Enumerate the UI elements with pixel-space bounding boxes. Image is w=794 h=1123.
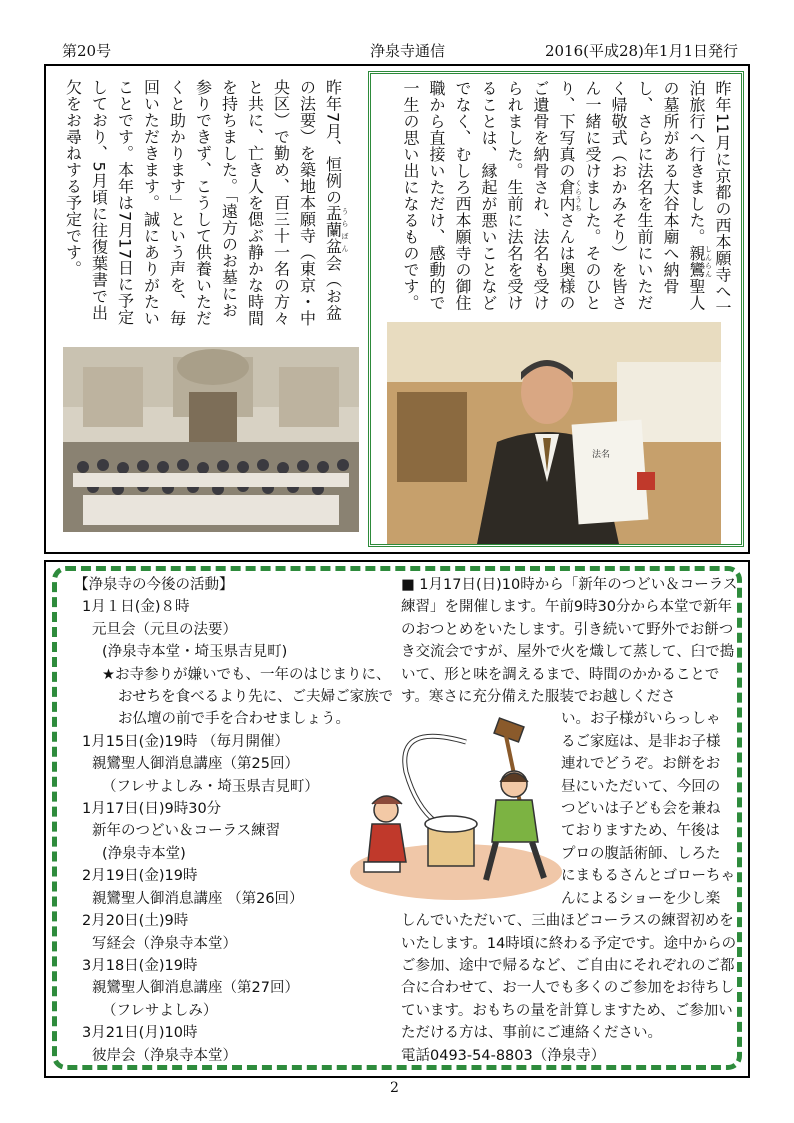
schedule-line: (浄泉寺本堂・埼玉県吉見町) <box>102 644 288 661</box>
schedule-line: 親鸞聖人御消息講座 （第26回） <box>92 890 304 907</box>
event-wrap-line: ておりますため、午後は <box>561 823 720 840</box>
schedule-line: 3月18日(金)19時 <box>82 957 198 974</box>
schedule-heading: 【浄泉寺の今後の活動】 <box>74 577 234 593</box>
urabon-ruby <box>323 205 349 255</box>
event-wrap-line: 昼にいただいて、今回の <box>561 778 721 795</box>
schedule-line: 1月１日(金)８時 <box>82 599 190 616</box>
schedule-line: 1月17日(日)9時30分 <box>82 801 222 818</box>
kyoto-text-a: 昨年11月に京都の西本願寺へ一泊旅行へ行きました。 <box>687 80 732 316</box>
event-wrap-line: んによるショーを少し楽 <box>561 890 721 907</box>
svg-text:法名: 法名 <box>592 450 611 460</box>
schedule-line: 親鸞聖人御消息講座（第27回） <box>92 980 299 997</box>
kyoto-article-text <box>397 80 735 320</box>
schedule-line: 1月15日(金)19時 （毎月開催） <box>82 733 290 750</box>
newsletter-title: 浄泉寺通信 <box>370 42 446 60</box>
schedule-line: 写経会（浄泉寺本堂） <box>92 935 237 952</box>
event-text-a: ■ 1月17日(日)10時から「新年のつどい＆コーラス練習」を開催します。午前9時30分から本堂で新年のおつとめをいたします。引き続いて野外でお餅つき交流会ですが、屋外で火を熾して蒸して、臼で搗いて、形と味を調えるまで、時間のかかることです。寒さに充分備えた服装でお越しくださ <box>401 577 738 706</box>
shinran-base: 親鸞 <box>687 245 706 278</box>
schedule-line: 元旦会（元旦の法要） <box>92 621 237 638</box>
mochitsuki-illustration <box>346 712 566 904</box>
urabon-base: 盂蘭盆 <box>323 205 343 255</box>
schedule-line: お仏壇の前で手を合わせましょう。 <box>118 711 350 728</box>
issue-number: 第20号 <box>62 42 112 60</box>
schedule-line: 新年のつどい＆コーラス練習 <box>92 823 281 840</box>
schedule-line: 3月21日(月)10時 <box>82 1025 198 1042</box>
kyoto-text-c: さんは奥様のご遺骨を納骨され、法名も受けられました。生前に法名を受けることは、縁起が悪いことなどでなく、むしろ西本願寺の御住職から直接いただけ、感動的で一生の思い出になるものです。 <box>401 80 576 311</box>
event-wrap-line: 連れでどうぞ。お餅をお <box>561 756 721 773</box>
kurauchi-ruby <box>557 179 583 212</box>
kurauchi-base: 倉内 <box>557 179 576 212</box>
event-text-b: しんでいただいて、三曲ほどコーラスの練習初めをいたします。14時頃に終わる予定です。途中からのご参加、途中で帰るなど、ご自由にそれぞれのご都合に合わせて、お一人でも多くのご参加をお待ちしています。おもちの量を計算しますため、ご参加いただける方は、事前にご連絡ください。 <box>401 913 737 1042</box>
event-wrap-line: い。お子様がいらっしゃ <box>561 711 721 728</box>
schedule-line: （フレサよしみ・埼玉県吉見町） <box>102 778 319 795</box>
top-section <box>44 64 750 554</box>
schedule-line: (浄泉寺本堂) <box>102 845 186 862</box>
obon-text-b: 会（お盆の法要）を築地本願寺（東京・中央区）で勤め、百三十一名の方々と共に、亡き人を偲ぶ静かな時間を持ちました。「遠方のお墓にお参りできず、こうして供養いただくと助かります」という声を、毎回いただきます。誠にありがたいことです。本年は7月17日に予定しており、5月頃に往復葉書で出欠をお尋ねする予定です。 <box>63 79 343 327</box>
contact-phone: 電話0493-54-8803（浄泉寺） <box>401 1047 606 1064</box>
kyoto-text-b: 聖人の墓所がある大谷本廟へ納骨し、さらに法名を生前にいただく帰敬式（おかみそり）を皆さん一緒に受けました。そのひとり、下写真の <box>557 80 706 311</box>
shinran-reading: しんらん <box>704 245 713 278</box>
shinran-ruby <box>687 245 713 278</box>
page-number: 2 <box>390 1080 399 1096</box>
kurauchi-reading: くらうち <box>574 179 583 212</box>
event-wrap-line: るご家庭は、是非お子様 <box>561 733 721 750</box>
schedule-line: 2月20日(土)9時 <box>82 913 189 930</box>
urabon-reading: うらぼん <box>341 205 349 255</box>
event-wrap-line: つどいは子ども会を兼ね <box>561 801 721 818</box>
obon-article <box>51 71 363 547</box>
schedule-line: ★お寺参りが嫌いでも、一年のはじまりに、 <box>102 666 391 683</box>
bottom-section <box>44 560 750 1078</box>
schedule-line: おせちを食べるより先に、ご夫婦ご家族で <box>118 689 394 706</box>
kurauchi-photo <box>387 322 721 544</box>
obon-text-a: 昨年7月、恒例の <box>323 79 343 206</box>
schedule-line: （フレサよしみ） <box>102 1002 218 1019</box>
event-wrap-line: プロの腹話術師、しろた <box>561 845 721 862</box>
schedule-line: 2月19日(金)19時 <box>82 868 198 885</box>
obon-article-text <box>60 79 350 329</box>
issue-date: 2016(平成28)年1月1日発行 <box>544 42 738 60</box>
event-wrap-line: にまもるさんとゴローちゃ <box>561 868 735 885</box>
schedule-line: 親鸞聖人御消息講座（第25回） <box>92 756 299 773</box>
kyoto-article <box>368 71 744 547</box>
schedule-line: 彼岸会（浄泉寺本堂） <box>92 1047 237 1064</box>
group-photo <box>63 347 359 532</box>
